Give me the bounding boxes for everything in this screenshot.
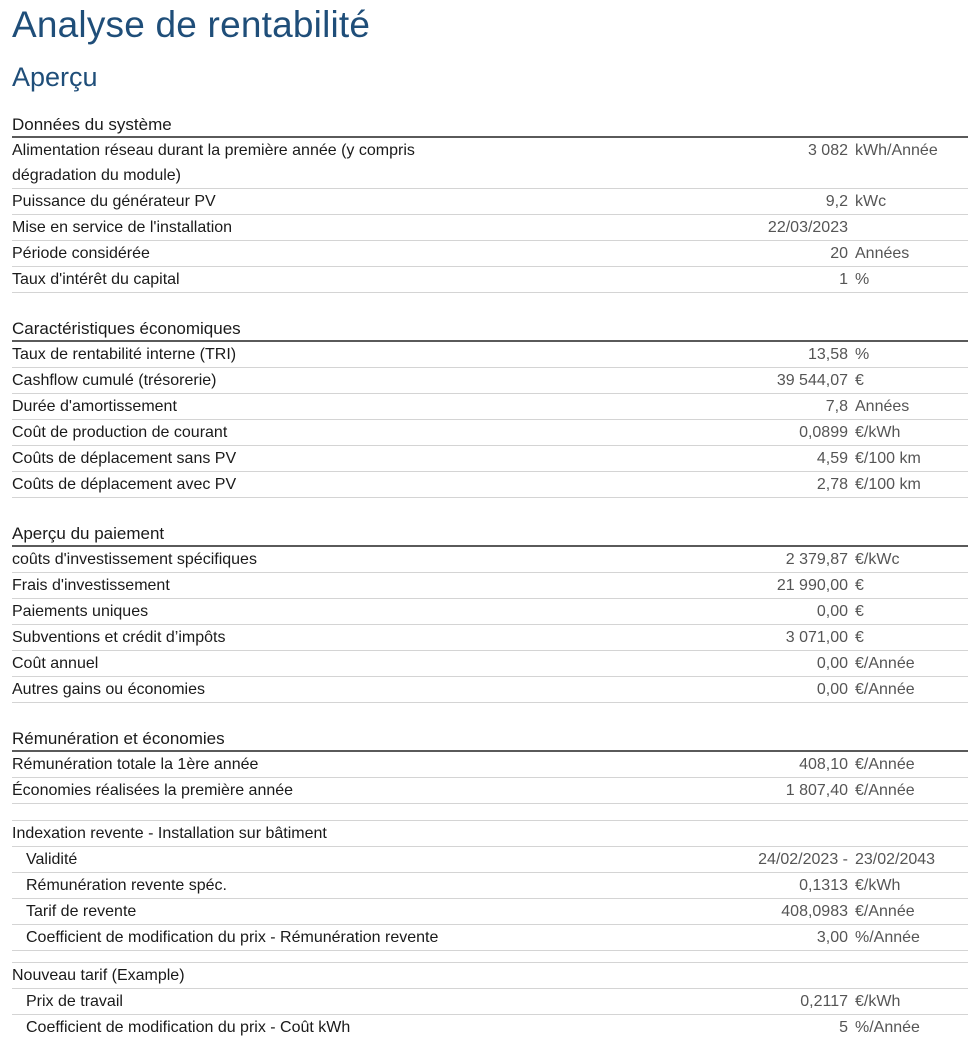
row-unit: 23/02/2043 bbox=[855, 851, 936, 868]
table-row bbox=[12, 420, 968, 446]
subsection-new-tariff bbox=[12, 962, 968, 1040]
row-label: Coût annuel bbox=[12, 655, 99, 672]
row-unit: €/Année bbox=[855, 681, 915, 698]
row-unit: kWc bbox=[855, 193, 887, 210]
table-row bbox=[12, 899, 968, 925]
row-value: 1 807,40 bbox=[785, 782, 848, 799]
row-label: Coefficient de modification du prix - Rémunération revente bbox=[26, 929, 439, 946]
row-label: Subventions et crédit d’impôts bbox=[12, 629, 226, 646]
row-unit: €/Année bbox=[855, 903, 915, 920]
table-row bbox=[12, 547, 968, 573]
row-value: 39 544,07 bbox=[776, 372, 848, 389]
table-row bbox=[12, 267, 968, 293]
row-unit: € bbox=[855, 372, 864, 389]
row-unit: kWh/Année bbox=[855, 142, 938, 159]
table-row bbox=[12, 651, 968, 677]
row-unit: %/Année bbox=[855, 929, 920, 946]
row-unit: €/Année bbox=[855, 756, 915, 773]
row-label: Paiements uniques bbox=[12, 603, 149, 620]
row-label: Rémunération totale la 1ère année bbox=[12, 756, 259, 773]
section-heading: Rémunération et économies bbox=[12, 728, 968, 752]
row-label: Autres gains ou économies bbox=[12, 681, 205, 698]
section-heading: Données du système bbox=[12, 114, 968, 138]
row-unit: € bbox=[855, 577, 864, 594]
table-row bbox=[12, 472, 968, 498]
row-value: 7,8 bbox=[825, 398, 848, 415]
page-title: Analyse de rentabilité bbox=[12, 4, 371, 45]
table-row bbox=[12, 625, 968, 651]
table-row bbox=[12, 394, 968, 420]
row-unit bbox=[848, 215, 968, 240]
row-label: Taux d'intérêt du capital bbox=[12, 271, 180, 288]
row-label: Prix de travail bbox=[26, 993, 123, 1010]
table-row bbox=[12, 989, 968, 1015]
row-value: 3,00 bbox=[816, 929, 848, 946]
subsection-heading: Nouveau tarif (Example) bbox=[12, 962, 968, 989]
row-unit: €/Année bbox=[855, 782, 915, 799]
row-label: Taux de rentabilité interne (TRI) bbox=[12, 346, 237, 363]
row-value: 2 379,87 bbox=[785, 551, 848, 568]
row-value: 24/02/2023 - bbox=[758, 851, 848, 868]
section-remuneration bbox=[12, 728, 968, 804]
section-system-data bbox=[12, 114, 968, 293]
row-unit: Années bbox=[855, 398, 910, 415]
table-row bbox=[12, 873, 968, 899]
row-label: Puissance du générateur PV bbox=[12, 193, 216, 210]
row-value: 0,00 bbox=[816, 655, 848, 672]
row-value: 408,10 bbox=[799, 756, 848, 773]
row-unit: €/kWc bbox=[855, 551, 900, 568]
row-value: 0,2117 bbox=[800, 993, 848, 1010]
row-value: 9,2 bbox=[825, 193, 848, 210]
row-unit: €/kWh bbox=[855, 993, 901, 1010]
row-value: 0,1313 bbox=[799, 877, 848, 894]
table-row bbox=[12, 368, 968, 394]
row-label: Coûts de déplacement avec PV bbox=[12, 476, 237, 493]
row-unit: €/100 km bbox=[855, 450, 921, 467]
row-label: Coûts de déplacement sans PV bbox=[12, 450, 237, 467]
row-unit: Années bbox=[855, 245, 910, 262]
table-row bbox=[12, 215, 968, 241]
subsection-heading: Indexation revente - Installation sur bâtiment bbox=[12, 820, 968, 847]
table-row bbox=[12, 752, 968, 778]
table-row bbox=[12, 138, 968, 189]
row-label: Rémunération revente spéc. bbox=[26, 877, 227, 894]
row-value: 2,78 bbox=[816, 476, 848, 493]
table-row bbox=[12, 677, 968, 703]
row-value: 1 bbox=[839, 271, 848, 288]
row-label: Tarif de revente bbox=[26, 903, 137, 920]
row-value: 3 082 bbox=[807, 142, 848, 159]
row-value: 408,0983 bbox=[781, 903, 848, 920]
section-heading: Aperçu du paiement bbox=[12, 523, 968, 547]
row-value: 0,00 bbox=[816, 603, 848, 620]
row-unit: €/kWh bbox=[855, 424, 901, 441]
row-value: 3 071,00 bbox=[785, 629, 848, 646]
row-label: coûts d'investissement spécifiques bbox=[12, 551, 257, 568]
row-unit: € bbox=[855, 603, 864, 620]
row-label: Validité bbox=[26, 851, 78, 868]
table-row bbox=[12, 446, 968, 472]
table-row bbox=[12, 189, 968, 215]
row-value: 5 bbox=[839, 1019, 848, 1036]
row-label: Alimentation réseau durant la première année (y compris dégradation du module) bbox=[12, 142, 415, 184]
row-label: Coût de production de courant bbox=[12, 424, 228, 441]
row-value: 13,58 bbox=[807, 346, 848, 363]
row-unit: €/kWh bbox=[855, 877, 901, 894]
row-label: Coefficient de modification du prix - Coût kWh bbox=[26, 1019, 351, 1036]
section-payment bbox=[12, 523, 968, 703]
row-value: 21 990,00 bbox=[776, 577, 848, 594]
row-label: Mise en service de l'installation bbox=[12, 219, 233, 236]
row-unit: € bbox=[855, 629, 864, 646]
row-unit: %/Année bbox=[855, 1019, 920, 1036]
row-unit: % bbox=[855, 271, 870, 288]
row-label: Période considérée bbox=[12, 245, 150, 262]
row-label: Frais d'investissement bbox=[12, 577, 170, 594]
section-economic bbox=[12, 318, 968, 498]
row-label: Cashflow cumulé (trésorerie) bbox=[12, 372, 217, 389]
table-row bbox=[12, 925, 968, 951]
section-heading: Caractéristiques économiques bbox=[12, 318, 968, 342]
row-unit: €/Année bbox=[855, 655, 915, 672]
table-row bbox=[12, 241, 968, 267]
table-row bbox=[12, 778, 968, 804]
row-value: 4,59 bbox=[816, 450, 848, 467]
table-row bbox=[12, 573, 968, 599]
row-value: 0,0899 bbox=[799, 424, 848, 441]
row-unit: €/100 km bbox=[855, 476, 921, 493]
row-value: 0,00 bbox=[816, 681, 848, 698]
row-value: 22/03/2023 bbox=[767, 219, 848, 236]
page-subtitle: Aperçu bbox=[12, 62, 98, 92]
table-row bbox=[12, 599, 968, 625]
table-row bbox=[12, 342, 968, 368]
row-unit: % bbox=[855, 346, 870, 363]
row-label: Économies réalisées la première année bbox=[12, 782, 294, 799]
subsection-feed-in bbox=[12, 820, 968, 951]
table-row bbox=[12, 1015, 968, 1040]
row-value: 20 bbox=[830, 245, 848, 262]
table-row bbox=[12, 847, 968, 873]
row-label: Durée d'amortissement bbox=[12, 398, 177, 415]
